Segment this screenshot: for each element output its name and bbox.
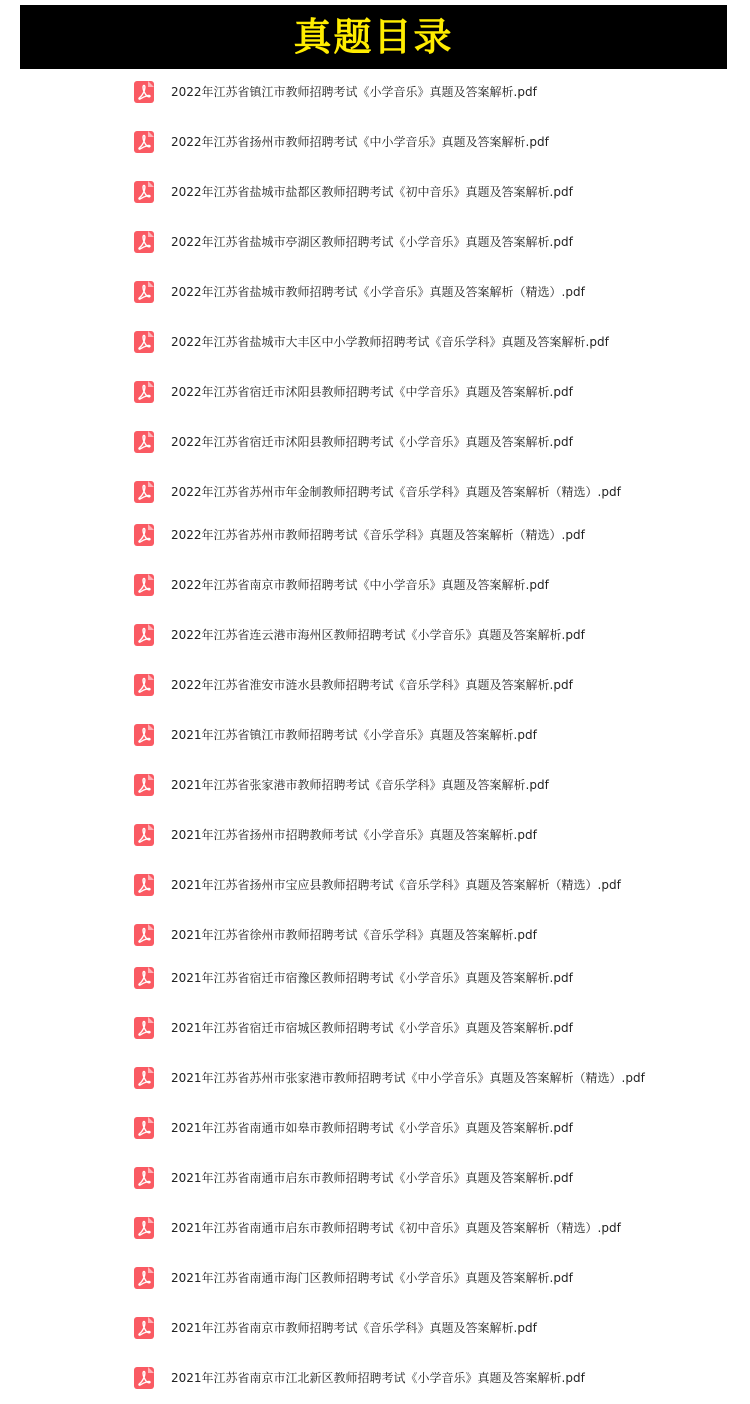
file-list-item[interactable] xyxy=(134,180,573,204)
file-name: 2021年江苏省南京市江北新区教师招聘考试《小学音乐》真题及答案解析.pdf xyxy=(171,1371,585,1385)
pdf-file-icon xyxy=(134,181,154,203)
pdf-file-icon xyxy=(134,431,154,453)
file-name: 2021年江苏省张家港市教师招聘考试《音乐学科》真题及答案解析.pdf xyxy=(171,778,549,792)
file-name: 2022年江苏省盐城市盐都区教师招聘考试《初中音乐》真题及答案解析.pdf xyxy=(171,185,573,199)
pdf-file-icon xyxy=(134,1267,154,1289)
file-list-item[interactable] xyxy=(134,430,573,454)
file-list-item[interactable] xyxy=(134,330,609,354)
file-name: 2022年江苏省盐城市亭湖区教师招聘考试《小学音乐》真题及答案解析.pdf xyxy=(171,235,573,249)
file-list-item[interactable] xyxy=(134,280,585,304)
file-list-item[interactable] xyxy=(134,573,549,597)
file-name: 2021年江苏省南京市教师招聘考试《音乐学科》真题及答案解析.pdf xyxy=(171,1321,537,1335)
file-list-item[interactable] xyxy=(134,380,573,404)
file-list-item[interactable] xyxy=(134,823,537,847)
pdf-file-icon xyxy=(134,381,154,403)
file-name: 2022年江苏省苏州市年金制教师招聘考试《音乐学科》真题及答案解析（精选）.pdf xyxy=(171,485,621,499)
file-name: 2022年江苏省南京市教师招聘考试《中小学音乐》真题及答案解析.pdf xyxy=(171,578,549,592)
file-name: 2021年江苏省徐州市教师招聘考试《音乐学科》真题及答案解析.pdf xyxy=(171,928,537,942)
file-name: 2022年江苏省淮安市涟水县教师招聘考试《音乐学科》真题及答案解析.pdf xyxy=(171,678,573,692)
file-list-item[interactable] xyxy=(134,130,549,154)
file-name: 2021年江苏省宿迁市宿城区教师招聘考试《小学音乐》真题及答案解析.pdf xyxy=(171,1021,573,1035)
file-name: 2021年江苏省宿迁市宿豫区教师招聘考试《小学音乐》真题及答案解析.pdf xyxy=(171,971,573,985)
file-list-item[interactable] xyxy=(134,623,585,647)
file-list-item[interactable] xyxy=(134,873,621,897)
pdf-file-icon xyxy=(134,81,154,103)
file-list-item[interactable] xyxy=(134,230,573,254)
pdf-file-icon xyxy=(134,674,154,696)
pdf-file-icon xyxy=(134,481,154,503)
pdf-file-icon xyxy=(134,1367,154,1389)
pdf-file-icon xyxy=(134,774,154,796)
file-name: 2021年江苏省南通市启东市教师招聘考试《小学音乐》真题及答案解析.pdf xyxy=(171,1171,573,1185)
pdf-file-icon xyxy=(134,1317,154,1339)
file-name: 2022年江苏省盐城市教师招聘考试《小学音乐》真题及答案解析（精选）.pdf xyxy=(171,285,585,299)
file-name: 2022年江苏省盐城市大丰区中小学教师招聘考试《音乐学科》真题及答案解析.pdf xyxy=(171,335,609,349)
file-list-item[interactable] xyxy=(134,773,549,797)
file-name: 2021年江苏省南通市启东市教师招聘考试《初中音乐》真题及答案解析（精选）.pdf xyxy=(171,1221,621,1235)
file-name: 2021年江苏省扬州市宝应县教师招聘考试《音乐学科》真题及答案解析（精选）.pdf xyxy=(171,878,621,892)
pdf-file-icon xyxy=(134,524,154,546)
pdf-file-icon xyxy=(134,924,154,946)
file-name: 2021年江苏省南通市如皋市教师招聘考试《小学音乐》真题及答案解析.pdf xyxy=(171,1121,573,1135)
file-list-item[interactable] xyxy=(134,1216,621,1240)
file-name: 2021年江苏省南通市海门区教师招聘考试《小学音乐》真题及答案解析.pdf xyxy=(171,1271,573,1285)
file-list-item[interactable] xyxy=(134,1266,573,1290)
pdf-file-icon xyxy=(134,281,154,303)
file-name: 2022年江苏省镇江市教师招聘考试《小学音乐》真题及答案解析.pdf xyxy=(171,85,537,99)
file-name: 2022年江苏省宿迁市沭阳县教师招聘考试《小学音乐》真题及答案解析.pdf xyxy=(171,435,573,449)
file-name: 2021年江苏省镇江市教师招聘考试《小学音乐》真题及答案解析.pdf xyxy=(171,728,537,742)
file-name: 2022年江苏省宿迁市沭阳县教师招聘考试《中学音乐》真题及答案解析.pdf xyxy=(171,385,573,399)
pdf-file-icon xyxy=(134,724,154,746)
pdf-file-icon xyxy=(134,1017,154,1039)
file-name: 2022年江苏省苏州市教师招聘考试《音乐学科》真题及答案解析（精选）.pdf xyxy=(171,528,585,542)
file-list-item[interactable] xyxy=(134,1166,573,1190)
pdf-file-icon xyxy=(134,231,154,253)
file-list-item[interactable] xyxy=(134,673,573,697)
pdf-file-icon xyxy=(134,331,154,353)
file-name: 2021年江苏省苏州市张家港市教师招聘考试《中小学音乐》真题及答案解析（精选）.pdf xyxy=(171,1071,645,1085)
pdf-file-icon xyxy=(134,967,154,989)
file-list-item[interactable] xyxy=(134,923,537,947)
file-list-item[interactable] xyxy=(134,523,585,547)
file-list-item[interactable] xyxy=(134,480,621,504)
pdf-file-icon xyxy=(134,1217,154,1239)
file-list-item[interactable] xyxy=(134,966,573,990)
pdf-file-icon xyxy=(134,574,154,596)
pdf-file-icon xyxy=(134,1167,154,1189)
pdf-file-icon xyxy=(134,131,154,153)
file-list-item[interactable] xyxy=(134,1116,573,1140)
page-title: 真题目录 xyxy=(293,14,454,59)
pdf-file-icon xyxy=(134,624,154,646)
file-list-item[interactable] xyxy=(134,1066,645,1090)
file-name: 2022年江苏省连云港市海州区教师招聘考试《小学音乐》真题及答案解析.pdf xyxy=(171,628,585,642)
pdf-file-icon xyxy=(134,1117,154,1139)
file-name: 2022年江苏省扬州市教师招聘考试《中小学音乐》真题及答案解析.pdf xyxy=(171,135,549,149)
file-list-item[interactable] xyxy=(134,1016,573,1040)
pdf-file-icon xyxy=(134,824,154,846)
pdf-file-icon xyxy=(134,874,154,896)
file-name: 2021年江苏省扬州市招聘教师考试《小学音乐》真题及答案解析.pdf xyxy=(171,828,537,842)
file-list-item[interactable] xyxy=(134,1366,585,1390)
file-list-item[interactable] xyxy=(134,1316,537,1340)
file-list-item[interactable] xyxy=(134,80,537,104)
pdf-file-icon xyxy=(134,1067,154,1089)
file-list-item[interactable] xyxy=(134,723,537,747)
